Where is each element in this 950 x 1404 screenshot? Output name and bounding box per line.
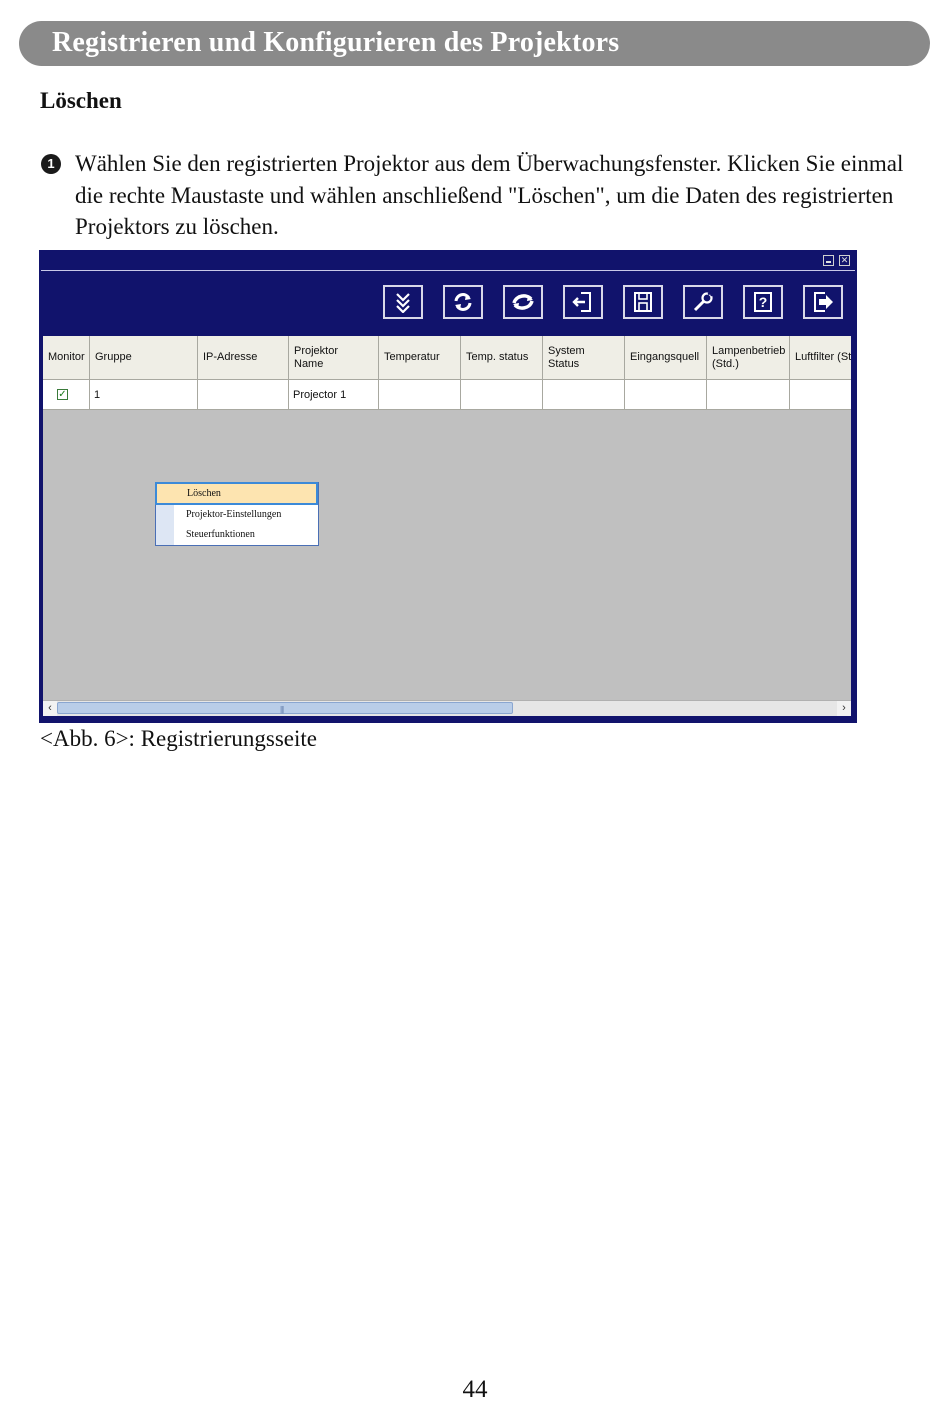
menu-item-loeschen[interactable]: Löschen <box>157 484 316 503</box>
minimize-icon[interactable] <box>823 255 834 266</box>
step-text: Wählen Sie den registrierten Projektor aus dem Überwachungsfenster. Klicken Sie einmal die rechte Maustaste und wählen anschließend "Löschen", um die Daten des registrierten Projektors zu löschen. <box>75 151 904 239</box>
name-cell: Projector 1 <box>289 380 379 410</box>
sync-icon[interactable] <box>503 285 543 319</box>
page-title: Registrieren und Konfigurieren des Projektors <box>52 27 620 58</box>
scroll-right-icon[interactable]: › <box>837 701 851 716</box>
scroll-left-icon[interactable]: ‹ <box>43 701 57 716</box>
column-header[interactable]: Eingangsquell <box>625 336 707 380</box>
column-header[interactable]: Projektor Name <box>289 336 379 380</box>
wrench-icon[interactable] <box>683 285 723 319</box>
projector-list <box>43 336 851 716</box>
figure-caption: <Abb. 6>: Registrierungsseite <box>40 726 317 751</box>
grip-icon: ||| <box>280 705 284 714</box>
refresh-icon[interactable] <box>443 285 483 319</box>
column-header[interactable]: Lampenbetrieb (Std.) <box>707 336 790 380</box>
ip-cell <box>198 380 289 410</box>
chevrons-down-icon[interactable] <box>383 285 423 319</box>
column-header[interactable]: Temp. status <box>461 336 543 380</box>
table-cell <box>625 380 707 410</box>
column-header[interactable]: System Status <box>543 336 625 380</box>
table-header <box>43 336 851 380</box>
close-icon[interactable]: ✕ <box>840 255 849 265</box>
table-cell <box>707 380 790 410</box>
svg-text:?: ? <box>758 294 768 310</box>
monitor-window <box>39 250 857 723</box>
column-header[interactable]: Temperatur <box>379 336 461 380</box>
table-row[interactable] <box>43 380 851 410</box>
exit-icon[interactable] <box>803 285 843 319</box>
group-cell: 1 <box>90 380 198 410</box>
table-cell <box>379 380 461 410</box>
import-icon[interactable] <box>563 285 603 319</box>
column-header[interactable]: Gruppe <box>90 336 198 380</box>
menu-item-projektor-einstellungen[interactable]: Projektor-Einstellungen <box>186 509 282 520</box>
table-cell <box>461 380 543 410</box>
context-menu <box>155 482 319 546</box>
monitor-cell[interactable] <box>43 380 90 410</box>
menu-item-steuerfunktionen[interactable]: Steuerfunktionen <box>186 529 255 540</box>
page-number: 44 <box>462 1376 488 1403</box>
scrollbar-thumb[interactable] <box>57 702 513 714</box>
horizontal-scrollbar[interactable] <box>43 700 851 716</box>
window-title-bar <box>41 252 855 271</box>
step-number-badge: 1 <box>41 154 61 174</box>
help-icon[interactable] <box>743 285 783 319</box>
save-icon[interactable] <box>623 285 663 319</box>
column-header[interactable]: Luftfilter (St <box>790 336 851 380</box>
column-header[interactable]: Monitor <box>43 336 90 380</box>
table-cell <box>790 380 851 410</box>
table-cell <box>543 380 625 410</box>
section-title: Löschen <box>40 88 122 113</box>
column-header[interactable]: IP-Adresse <box>198 336 289 380</box>
monitor-checkbox[interactable]: ✓ <box>58 389 67 400</box>
